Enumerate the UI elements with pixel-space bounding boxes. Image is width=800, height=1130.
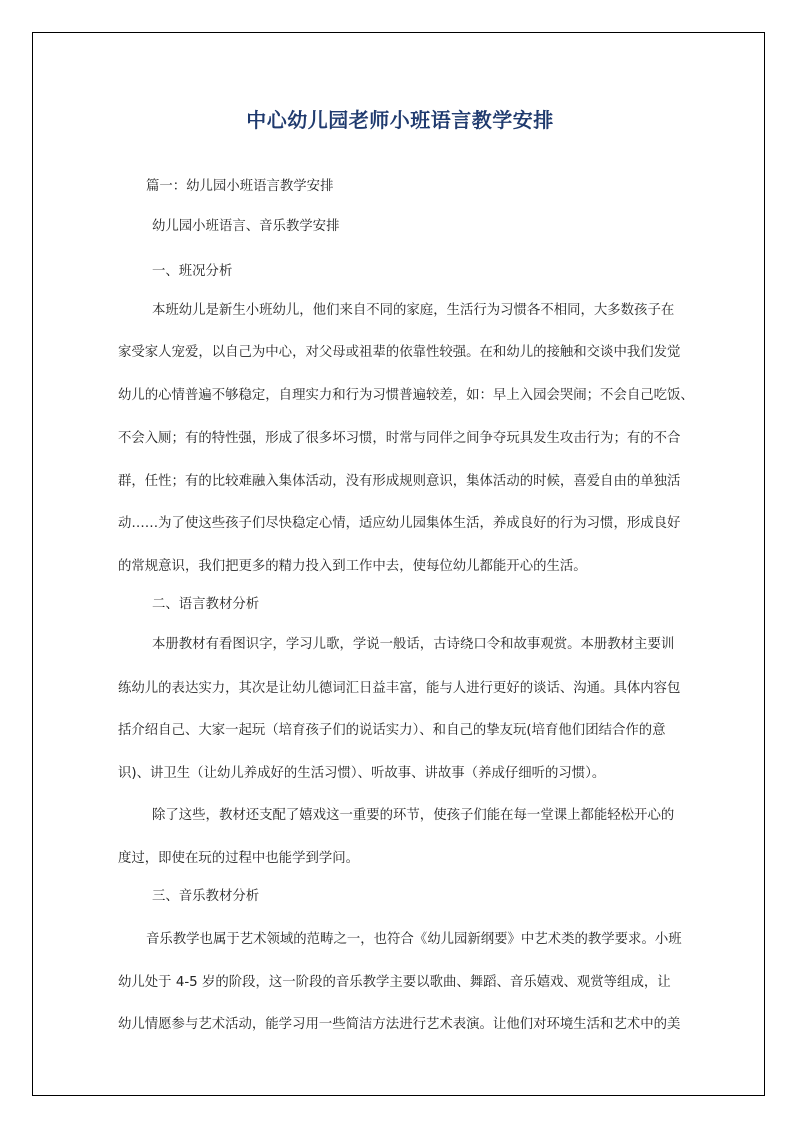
paragraph-line: 度过，即使在玩的过程中也能学到学问。 [118, 851, 360, 866]
paragraph-line: 除了这些，教材还支配了嬉戏这一重要的环节，使孩子们能在每一堂课上都能轻松开心的 [152, 808, 675, 823]
section-heading-1: 篇一：幼儿园小班语言教学安排 [146, 179, 334, 194]
paragraph-line: 群，任性；有的比较难融入集体活动，没有形成规则意识，集体活动的时候，喜爱自由的单独活 [118, 474, 681, 489]
paragraph-line: 幼儿的心情普遍不够稳定，自理实力和行为习惯普遍较差，如：早上入园会哭闹；不会自己吃饭、 [118, 388, 694, 403]
section-heading-music: 三、音乐教材分析 [152, 889, 260, 904]
section-heading-language: 二、语言教材分析 [152, 597, 260, 612]
paragraph-line: 动……为了使这些孩子们尽快稳定心情，适应幼儿园集体生活，养成良好的行为习惯，形成良好 [118, 516, 681, 531]
paragraph-line: 幼儿处于 4-5 岁的阶段，这一阶段的音乐教学主要以歌曲、舞蹈、音乐嬉戏、观赏等组成，让 [118, 975, 671, 990]
paragraph-line: 的常规意识，我们把更多的精力投入到工作中去，使每位幼儿都能开心的生活。 [118, 559, 587, 574]
document-title: 中心幼儿园老师小班语言教学安排 [246, 108, 554, 132]
paragraph-line: 音乐教学也属于艺术领域的范畴之一，也符合《幼儿园新纲要》中艺术类的教学要求。小班 [146, 932, 682, 947]
section-heading-class: 一、班况分析 [152, 264, 233, 279]
paragraph-line: 家受家人宠爱，以自己为中心，对父母或祖辈的依靠性较强。在和幼儿的接触和交谈中我们发觉 [118, 345, 681, 360]
paragraph-line: 幼儿情愿参与艺术活动，能学习用一些简洁方法进行艺术表演。让他们对环境生活和艺术中的美 [118, 1017, 681, 1032]
paragraph-line: 本班幼儿是新生小班幼儿，他们来自不同的家庭，生活行为习惯各不相同，大多数孩子在 [152, 303, 675, 318]
paragraph-line: 识)、讲卫生（让幼儿养成好的生活习惯）、听故事、讲故事（养成仔细听的习惯）。 [118, 766, 606, 781]
paragraph-line: 本册教材有看图识字，学习儿歌，学说一般话，古诗绕口令和故事观赏。本册教材主要训 [152, 637, 675, 652]
paragraph-line: 括介绍自己、大家一起玩（培育孩子们的说话实力）、和自己的挚友玩(培育他们团结合作的意 [118, 723, 666, 738]
subtitle: 幼儿园小班语言、音乐教学安排 [152, 219, 340, 234]
paragraph-line: 练幼儿的表达实力，其次是让幼儿德词汇日益丰富，能与人进行更好的谈话、沟通。具体内容包 [118, 681, 681, 696]
paragraph-line: 不会入厕；有的特性强，形成了很多坏习惯，时常与同伴之间争夺玩具发生攻击行为；有的不合 [118, 431, 681, 446]
